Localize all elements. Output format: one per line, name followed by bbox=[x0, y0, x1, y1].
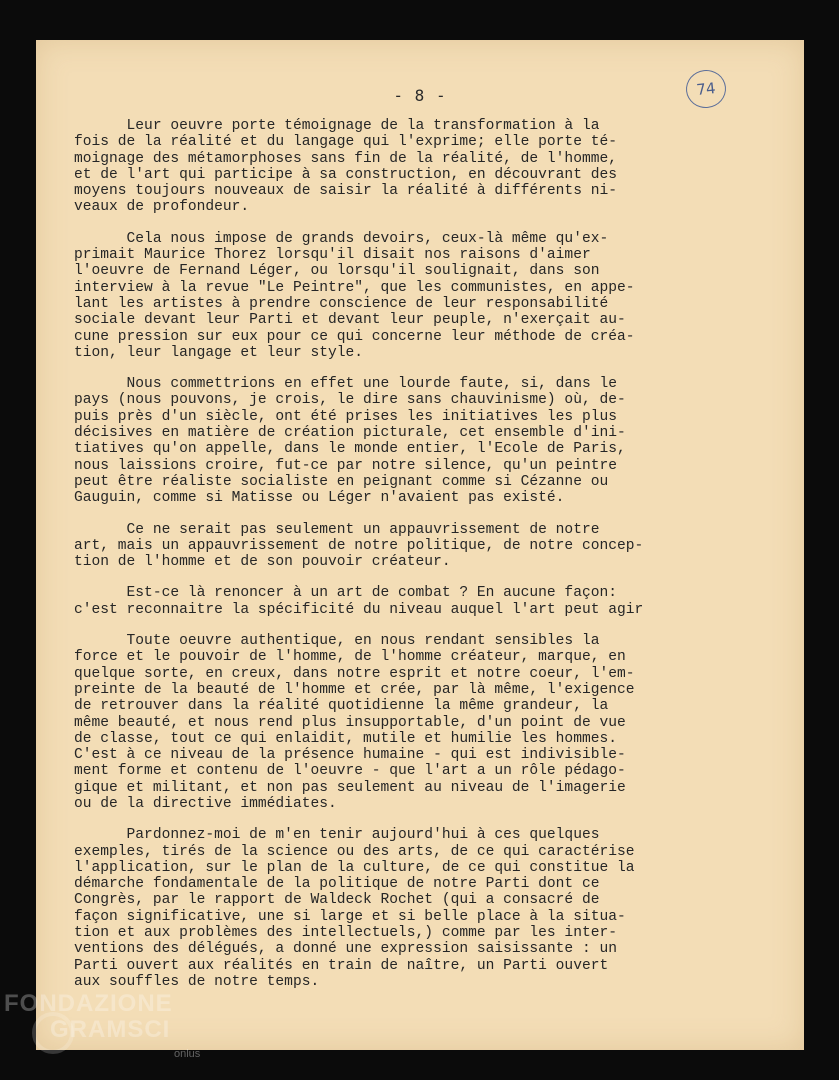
watermark-line3: onlus bbox=[174, 1048, 201, 1060]
watermark-line2: GRAMSCI bbox=[50, 1016, 171, 1043]
fondazione-gramsci-watermark bbox=[4, 990, 224, 1070]
watermark-line1: FONDAZIONE bbox=[4, 990, 173, 1017]
paragraph: Cela nous impose de grands devoirs, ceux-là même qu'ex- primait Maurice Thorez lorsqu'il disait nos raisons d'aimer l'oeuvre de Fernand Léger, ou lorsqu'il soulignait, dans son interview à la revue "Le Peintre", que les communistes, en appe- lant les artistes à prendre conscience de leur responsabilité sociale devant leur Parti et devant leur peuple, n'exerçait au- cune pression sur eux pour ce qui concerne leur méthode de créa- tion, leur langage et leur style. bbox=[74, 230, 635, 361]
paragraph: Pardonnez-moi de m'en tenir aujourd'hui à ces quelques exemples, tirés de la science ou des arts, de ce qui caractérise l'application, sur le plan de la culture, de ce qui constitue la démarche fondamentale de la politique de notre Parti dont ce Congrès, par le rapport de Waldeck Rochet (qui a consacré de façon significative, une si large et si belle place à la situa- tion et aux problèmes des intellectuels,) comme par les inter- ventions des délégués, a donné une expression saisissante : un Parti ouvert aux réalités en train de naître, un Parti ouvert aux souffles de notre temps. bbox=[74, 827, 635, 990]
paragraph: Est-ce là renoncer à un art de combat ? En aucune façon: c'est reconnaitre la spécificité du niveau auquel l'art peut agir bbox=[74, 585, 644, 618]
folio-stamp: 74 bbox=[684, 68, 728, 110]
document-page bbox=[36, 40, 804, 1050]
paragraph: Leur oeuvre porte témoignage de la transformation à la fois de la réalité et du langage qui l'exprime; elle porte té- moignage des métamorphoses sans fin de la réalité, de l'homme, et de l'art qui participe à sa construction, en découvrant des moyens toujours nouveaux de saisir la réalité à différents ni- veaux de profondeur. bbox=[74, 118, 617, 216]
page-number: - 8 - bbox=[393, 86, 447, 105]
paragraph: Nous commettrions en effet une lourde faute, si, dans le pays (nous pouvons, je crois, le dire sans chauvinisme) où, de- puis près d'un siècle, ont été prises les initiatives les plus décisives en matière de création picturale, cet ensemble d'ini- tiatives qu'on appelle, dans le monde entier, l'Ecole de Paris, nous laissions croire, fut-ce par notre silence, qu'un peintre peut être réaliste socialiste en peignant comme si Cézanne ou Gauguin, comme si Matisse ou Léger n'avaient pas existé. bbox=[74, 376, 626, 507]
paragraph: Toute oeuvre authentique, en nous rendant sensibles la force et le pouvoir de l'homme, de l'homme créateur, marque, en quelque sorte, en creux, dans notre esprit et notre coeur, l'em- preinte de la beauté de l'homme et crée, par là même, l'exigence de retrouver dans la réalité quotidienne la même grandeur, la même beauté, et nous rend plus insupportable, d'un point de vue de classe, tout ce qui enlaidit, mutile et humilie les hommes. C'est à ce niveau de la présence humaine - qui est indivisible- ment forme et contenu de l'oeuvre - que l'art a un rôle pédago- gique et militant, et non pas seulement au niveau de l'imagerie ou de la directive immédiates. bbox=[74, 633, 635, 812]
paragraph: Ce ne serait pas seulement un appauvrissement de notre art, mais un appauvrissement de notre politique, de notre concep- tion de l'homme et de son pouvoir créateur. bbox=[74, 521, 644, 571]
body-text bbox=[74, 118, 774, 1005]
